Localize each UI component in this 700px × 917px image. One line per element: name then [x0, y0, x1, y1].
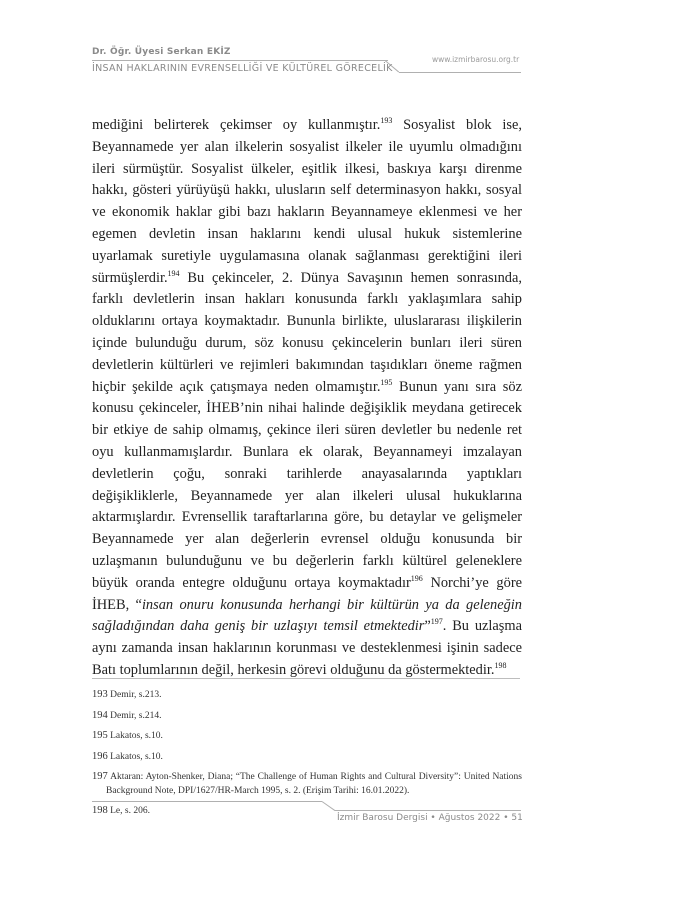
footnote-ref-195: 195	[380, 377, 393, 387]
footnote-ref-194: 194	[167, 268, 180, 278]
footnote-194	[92, 709, 522, 724]
header-title: İNSAN HAKLARININ EVRENSELLİĞİ VE KÜLTÜREL GÖRECELİK	[92, 63, 393, 74]
body-text-6: ”	[424, 618, 431, 635]
footnote-193	[92, 688, 522, 703]
footnote-ref-198: 198	[494, 661, 507, 671]
body-paragraph	[92, 115, 522, 682]
footer-journal-info: İzmir Barosu Dergisi • Ağustos 2022 • 51	[337, 813, 523, 823]
body-text-3: Bu çekinceler, 2. Dünya Savaşının hemen sonrasında, farklı devletlerin insan hakları konusunda farklı yaklaşımlara sahip olduklarını ortaya koymaktadır. Bununla birlikte, uluslararası ilişkilerin içinde bulunduğu durum, söz konusu çekincelerin bunları ileri süren devletlerin kültürleri ve rejimleri bakımından taşıdıkları öneme rağmen hiçbir şekilde açık çatışmaya neden olmamıştır.	[92, 269, 522, 395]
footnote-number: 195	[92, 730, 108, 741]
footnote-number: 193	[92, 689, 108, 700]
footnote-ref-193: 193	[380, 116, 393, 126]
body-text-4: Bunun yanı sıra söz konusu çekinceler, İHEB’nin nihai halinde değişiklik meydana getirecek bir etkiye de sahip olmamış, çekince ileri süren devletler bu nedenle ret oyu kullanmamışlardır. Bunlara ek olarak, Beyannameyi imzalayan devletlerin çoğu, sonraki tarihlerde anayasalarında yaptıkları değişikliklerle, Beyannamede yer alan ilkeleri ulusal hukuklarına aktarmışlardır. Evrensellik taraftarlarına göre, bu detaylar ve gelişmeler Beyannamede yer alan değerlerin evrensel olduğu konusunda bir uzlaşmanın bulunduğunu ve bu değerlerin farklı kültürel geleneklere büyük oranda entegre olduğunu ortaya koymaktadır	[92, 378, 522, 591]
footnotes	[92, 688, 522, 825]
footnote-text: Lakatos, s.10.	[110, 731, 163, 741]
footnote-197	[92, 770, 522, 798]
footnote-ref-197: 197	[430, 617, 443, 627]
header-url: www.izmirbarosu.org.tr	[432, 55, 520, 64]
footnote-text: Aktaran: Ayton-Shenker, Diana; “The Challenge of Human Rights and Cultural Diversity”: United Nations Background Note, DPI/1627/HR-March 1995, s. 2. (Erişim Tarihi: 16.01.2022).	[106, 772, 522, 796]
footnote-number: 197	[92, 771, 108, 782]
header-rule-right	[399, 72, 521, 73]
footnote-196	[92, 750, 522, 765]
footnote-text: Demir, s.213.	[110, 690, 162, 700]
footnote-number: 194	[92, 709, 108, 721]
body-text-7: . Bu uzlaşma aynı zamanda insan haklarının korunması ve desteklenmesi işinin sadece Batı toplumlarının değil, herkesin görevi olduğunu da göstermektedir.	[92, 618, 522, 678]
footer-rule-left	[92, 801, 322, 802]
footnote-text: Demir, s.214.	[110, 710, 162, 721]
body-text-2: Sosyalist blok ise, Beyannamede yer alan ilkelerin sosyalist ilkeler ile uyumlu olmadığını ileri sürmüştür. Sosyalist ülkeler, eşitlik ilkesi, baskıya karşı direnme hakkı, gösteri yürüyüşü hakkı, ulusların self determinasyon hakkı, sosyal ve ekonomik haklar gibi bazı hakların Beyannameye eklenmesi ve her egemen devletin insan haklarını kendi ulusal hukuk sistemlerine uyarlamak suretiyle uygulamasına olanak sağlanması gerektiğini ileri sürmüşlerdir.	[92, 117, 523, 286]
header-author: Dr. Öğr. Üyesi Serkan EKİZ	[92, 47, 231, 57]
footnote-text: Le, s. 206.	[110, 806, 150, 816]
footnote-number: 198	[92, 805, 108, 816]
footnote-number: 196	[92, 750, 108, 762]
header-rule	[92, 60, 388, 61]
body-text-5: Norchi’ye göre İHEB, “	[92, 574, 523, 613]
footnote-text: Lakatos, s.10.	[110, 751, 163, 762]
footer-rule-right	[335, 810, 521, 811]
quoted-text: insan onuru konusunda herhangi bir kültürün ya da geleneğin sağladığından daha geniş bir uzlaşıyı temsil etmektedir	[92, 596, 522, 635]
body-text-1: mediğini belirterek çekimser oy kullanmıştır.	[92, 117, 381, 133]
footnote-rule	[92, 678, 520, 679]
footnote-195	[92, 729, 522, 744]
footnote-ref-196: 196	[410, 573, 423, 583]
